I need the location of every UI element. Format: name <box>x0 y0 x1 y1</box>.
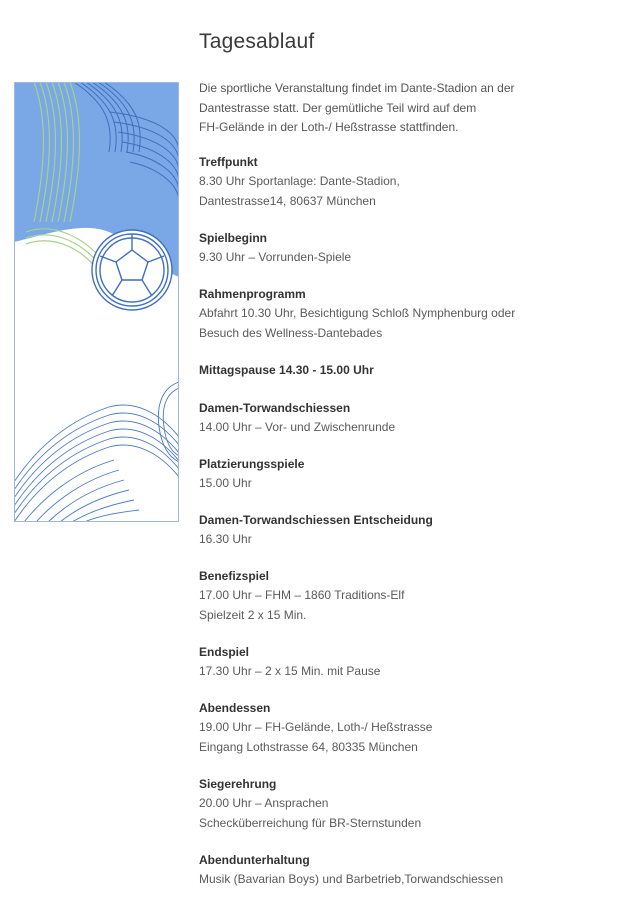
section-detail: Abfahrt 10.30 Uhr, Besichtigung Schloß Nymphenburg oder <box>199 306 516 320</box>
schedule-section <box>199 229 619 268</box>
section-detail: Spielzeit 2 x 15 Min. <box>199 607 307 622</box>
schedule-section <box>199 643 619 682</box>
schedule-section <box>199 567 619 625</box>
section-detail: 8.30 Uhr Sportanlage: Dante-Stadion, <box>199 174 400 188</box>
section-detail: 9.30 Uhr – Vorrunden-Spiele <box>199 250 352 264</box>
schedule-section <box>199 153 619 211</box>
section-heading: Endspiel <box>199 645 250 659</box>
intro-line: FH-Gelände in der Loth-/ Heßstrasse stattfinden. <box>199 120 459 134</box>
section-heading: Platzierungsspiele <box>199 457 305 471</box>
section-detail: 17.30 Uhr – 2 x 15 Min. mit Pause <box>199 664 381 678</box>
section-detail: Musik (Bavarian Boys) und Barbetrieb,Torwandschiessen <box>199 872 504 886</box>
section-heading: Damen-Torwandschiessen Entscheidung <box>199 513 433 527</box>
football-icon <box>92 230 172 310</box>
section-heading: Rahmenprogramm <box>199 287 306 301</box>
section-heading: Treffpunkt <box>199 155 258 169</box>
schedule-section <box>199 399 619 438</box>
football-illustration <box>14 82 179 522</box>
section-heading: Damen-Torwandschiessen <box>199 401 351 415</box>
section-detail: Besuch des Wellness-Dantebades <box>199 325 383 340</box>
section-heading: Abendunterhaltung <box>199 853 310 867</box>
section-heading: Spielbeginn <box>199 231 268 245</box>
schedule-section <box>199 455 619 494</box>
section-detail: 20.00 Uhr – Ansprachen <box>199 796 329 810</box>
schedule-section <box>199 285 619 343</box>
section-detail: 16.30 Uhr <box>199 532 252 546</box>
section-heading: Siegerehrung <box>199 777 277 791</box>
section-detail: Dantestrasse14, 80637 München <box>199 193 376 208</box>
section-detail: 15.00 Uhr <box>199 476 252 490</box>
section-detail: 17.00 Uhr – FHM – 1860 Traditions-Elf <box>199 588 405 602</box>
section-detail: 19.00 Uhr – FH-Gelände, Loth-/ Heßstrasse <box>199 720 433 734</box>
section-detail: 14.00 Uhr – Vor- und Zwischenrunde <box>199 420 396 434</box>
player-figure <box>14 382 179 522</box>
schedule-section <box>199 361 619 380</box>
section-heading: Benefizspiel <box>199 569 270 583</box>
page-title: Tagesablauf <box>199 30 315 54</box>
section-heading: Abendessen <box>199 701 271 715</box>
schedule-section <box>199 699 619 757</box>
section-detail: Eingang Lothstrasse 64, 80335 München <box>199 739 418 754</box>
schedule-section <box>199 851 619 890</box>
schedule-section <box>199 775 619 833</box>
section-heading: Mittagspause 14.30 - 15.00 Uhr <box>199 363 374 377</box>
intro-paragraph <box>199 79 599 138</box>
section-detail: Schecküberreichung für BR-Sternstunden <box>199 815 422 830</box>
schedule-section <box>199 511 619 550</box>
intro-line: Die sportliche Veranstaltung findet im Dante-Stadion an der <box>199 81 515 95</box>
intro-line: Dantestrasse statt. Der gemütliche Teil wird auf dem <box>199 100 477 115</box>
